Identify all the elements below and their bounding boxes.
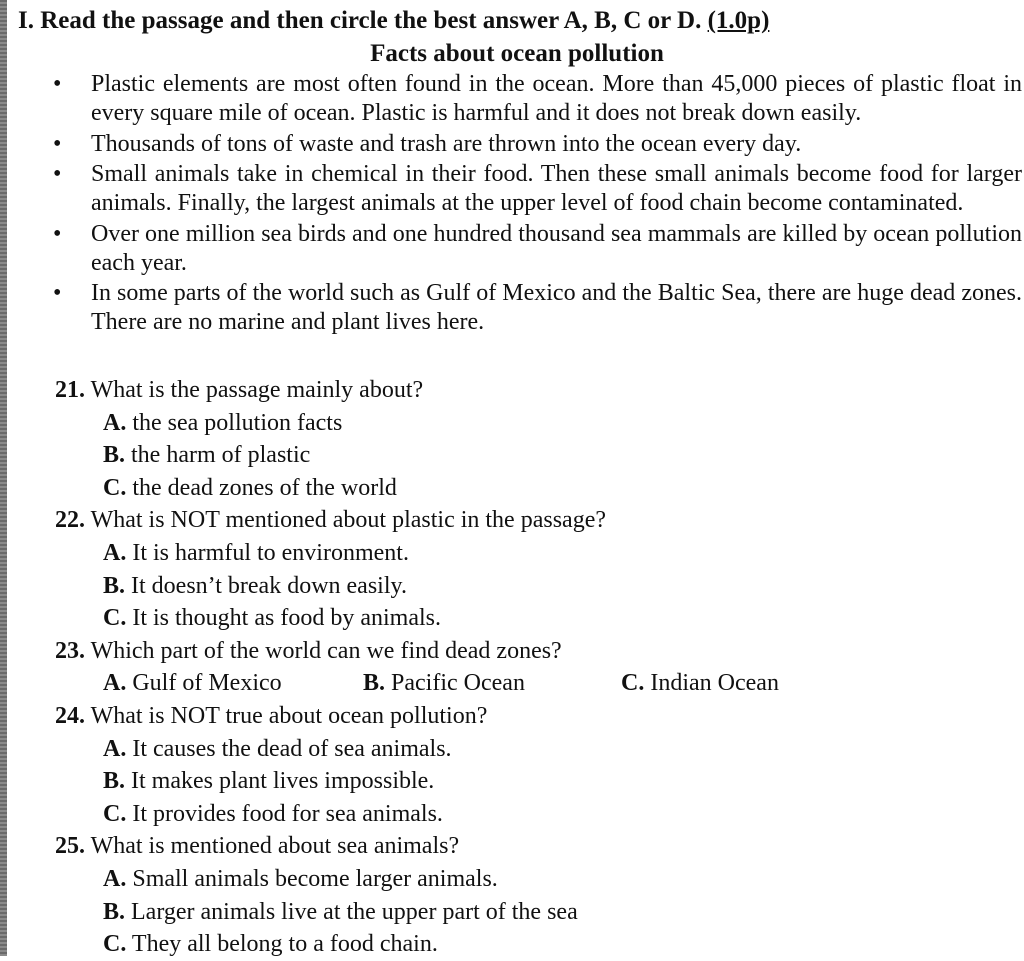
exercise-instruction: I. Read the passage and then circle the best answer A, B, C or D.	[18, 7, 708, 34]
answer-options-row-23	[55, 667, 1015, 700]
option-text: It is thought as food by animals.	[126, 605, 441, 632]
fact-text: In some parts of the world such as Gulf of Mexico and the Baltic Sea, there are huge dead zones. There are no marine and plant lives here.	[91, 280, 1022, 335]
fact-item	[50, 70, 1022, 128]
question-text: What is NOT mentioned about plastic in the passage?	[85, 507, 606, 534]
answer-option-23c[interactable]	[621, 667, 779, 700]
fact-item	[50, 160, 1022, 218]
option-letter: B.	[103, 768, 126, 795]
option-letter: A.	[103, 670, 127, 697]
answer-option-25b[interactable]	[55, 896, 1015, 929]
answer-option-22b[interactable]	[55, 570, 1015, 603]
question-22	[55, 504, 1015, 537]
option-letter: A.	[103, 735, 127, 762]
question-number: 21.	[55, 377, 85, 403]
answer-option-24b[interactable]	[55, 765, 1015, 798]
option-letter: B.	[103, 898, 126, 925]
answer-option-23b[interactable]	[363, 667, 525, 700]
option-text: the sea pollution facts	[126, 409, 343, 436]
fact-text: Thousands of tons of waste and trash are thrown into the ocean every day.	[91, 130, 802, 157]
fact-item	[50, 279, 1022, 337]
option-text: Small animals become larger animals.	[126, 865, 498, 892]
answer-option-22c[interactable]	[55, 602, 1015, 635]
passage-fact-list	[50, 70, 1022, 339]
bullet-icon: •	[53, 130, 62, 157]
fact-item	[50, 220, 1022, 278]
option-letter: A.	[103, 409, 127, 436]
option-letter: A.	[103, 539, 127, 566]
bullet-icon: •	[53, 71, 62, 97]
question-number: 24.	[55, 702, 85, 729]
option-letter: C.	[103, 474, 127, 501]
question-text: Which part of the world can we find dead zones?	[85, 637, 562, 664]
answer-option-21c[interactable]	[55, 472, 1015, 505]
answer-option-21a[interactable]	[55, 407, 1015, 440]
option-letter: C.	[621, 670, 645, 697]
option-text: Indian Ocean	[644, 670, 779, 697]
option-text: It doesn’t break down easily.	[125, 572, 407, 599]
option-letter: C.	[103, 800, 127, 827]
question-text: What is the passage mainly about?	[85, 377, 424, 403]
passage-title: Facts about ocean pollution	[370, 40, 664, 67]
option-text: Pacific Ocean	[385, 670, 525, 697]
answer-option-23a[interactable]	[103, 667, 282, 700]
option-text: It is harmful to environment.	[126, 539, 409, 566]
bullet-icon: •	[53, 220, 62, 247]
option-text: the harm of plastic	[125, 442, 311, 469]
fact-text: Over one million sea birds and one hundred thousand sea mammals are killed by ocean pollution each year.	[91, 220, 1022, 276]
option-text: Larger animals live at the upper part of the sea	[125, 898, 578, 925]
answer-option-24a[interactable]	[55, 733, 1015, 766]
option-text: It provides food for sea animals.	[126, 800, 443, 827]
option-letter: A.	[103, 865, 127, 892]
option-letter: B.	[363, 670, 386, 697]
option-text: It makes plant lives impossible.	[125, 768, 435, 795]
question-number: 22.	[55, 507, 85, 534]
question-text: What is mentioned about sea animals?	[85, 833, 460, 860]
question-24	[55, 700, 1015, 733]
option-letter: C.	[103, 605, 127, 632]
fact-text: Small animals take in chemical in their food. Then these small animals become food for larger animals. Finally, the largest animals at the upper level of food chain become contaminated.	[91, 161, 1022, 216]
bullet-icon: •	[53, 161, 62, 187]
option-text: Gulf of Mexico	[126, 670, 282, 697]
question-list	[55, 374, 1015, 961]
option-letter: B.	[103, 442, 126, 469]
fact-text: Plastic elements are most often found in the ocean. More than 45,000 pieces of plastic float in every square mile of ocean. Plastic is harmful and it does not break down easily.	[91, 71, 1022, 126]
question-21	[55, 374, 1015, 407]
option-letter: C.	[103, 931, 127, 958]
answer-option-25a[interactable]	[55, 863, 1015, 896]
option-text: the dead zones of the world	[126, 474, 397, 501]
option-text: It causes the dead of sea animals.	[126, 735, 452, 762]
answer-option-24c[interactable]	[55, 798, 1015, 831]
exercise-heading	[18, 5, 769, 37]
answer-option-21b[interactable]	[55, 439, 1015, 472]
option-text: They all belong to a food chain.	[126, 931, 438, 958]
question-25	[55, 830, 1015, 863]
question-23	[55, 635, 1015, 668]
option-letter: B.	[103, 572, 126, 599]
answer-option-22a[interactable]	[55, 537, 1015, 570]
exercise-points: (1.0p)	[707, 7, 770, 34]
question-text: What is NOT true about ocean pollution?	[85, 702, 488, 729]
question-number: 23.	[55, 637, 85, 664]
fact-item	[50, 130, 1022, 159]
bullet-icon: •	[53, 280, 62, 306]
question-number: 25.	[55, 833, 85, 860]
